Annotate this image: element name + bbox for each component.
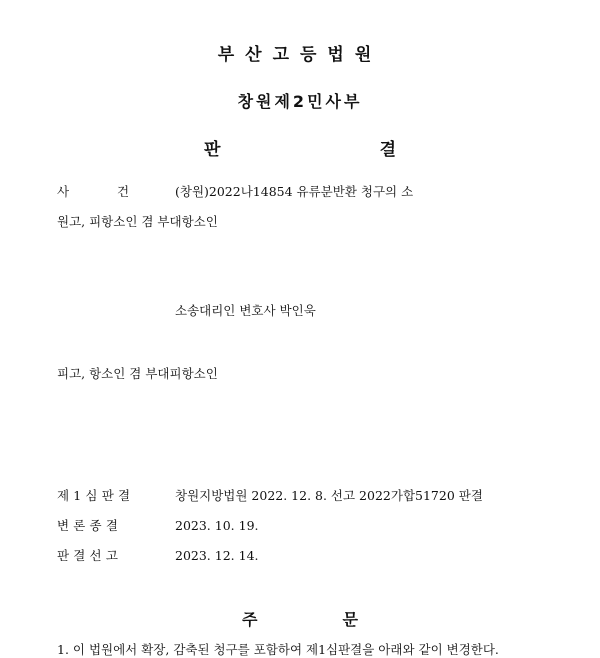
order-heading-char-2: 문 [342,610,358,629]
judgment-date-label: 판결선고 [57,548,123,563]
closing-argument-value: 2023. 10. 19. [175,518,259,533]
first-instance-row [57,486,483,504]
judgment-date-row [57,546,259,564]
defendant-label: 피고, 항소인 겸 부대피항소인 [57,366,218,381]
order-line-1: 1. 이 법원에서 확장, 감축된 청구를 포함하여 제1심판결을 아래와 같이 변경한다. [57,642,499,657]
judgment-date-value: 2023. 12. 14. [175,548,259,563]
order-heading-char-1: 주 [242,610,258,629]
case-label [57,182,175,200]
division-name: 창원제2민사부 [237,92,363,111]
case-value: (창원)2022나14854 유류분반환 청구의 소 [175,184,414,199]
case-label-char-1: 사 [57,184,70,199]
court-name: 부산고등법원 [217,45,383,65]
first-instance-label: 제1심판결 [57,488,135,503]
closing-argument-label: 변론종결 [57,518,123,533]
plaintiff-label: 원고, 피항소인 겸 부대항소인 [57,214,218,229]
order-heading [0,607,600,630]
closing-argument-row [57,516,259,534]
case-label-char-2: 건 [117,184,130,199]
document-type-heading [0,135,600,160]
plaintiff-counsel: 소송대리인 변호사 박인욱 [175,303,316,318]
case-row [57,182,413,200]
document-type-char-1: 판 [204,140,221,160]
document-type-char-2: 결 [379,140,396,160]
first-instance-value: 창원지방법원 2022. 12. 8. 선고 2022가합51720 판결 [175,488,483,503]
